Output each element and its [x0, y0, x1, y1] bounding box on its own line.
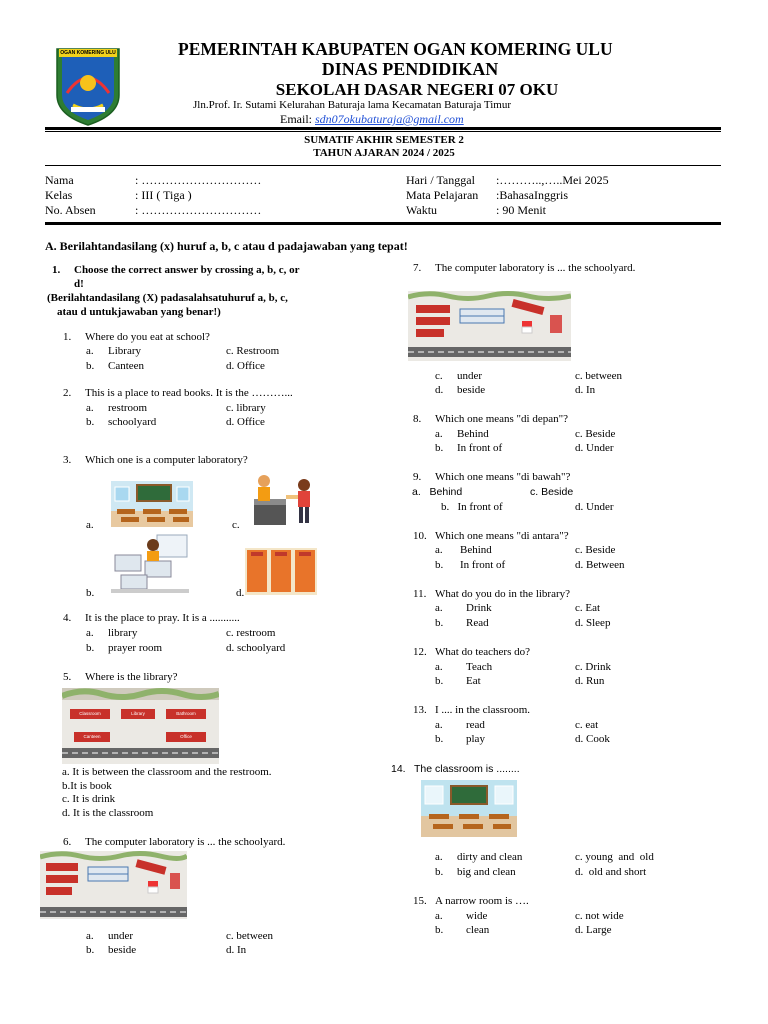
- q8-option-d[interactable]: d. Under: [575, 442, 614, 454]
- q7-option-d[interactable]: d. In: [575, 384, 596, 396]
- q6-text: The computer laboratory is ... the schoolyard.: [85, 836, 286, 848]
- q15-option-c[interactable]: c. not wide: [575, 910, 624, 922]
- q9-option-b[interactable]: b. In front of: [441, 501, 503, 513]
- option-letter: b.: [435, 675, 444, 687]
- q9-option-d[interactable]: d. Under: [575, 501, 614, 513]
- q7-option-b[interactable]: [435, 384, 486, 396]
- option-letter: b.: [86, 642, 95, 654]
- q13-num: 13.: [413, 704, 427, 716]
- instruction-block: [47, 263, 377, 319]
- q11-num: 11.: [413, 588, 427, 600]
- q15-option-d[interactable]: d. Large: [575, 924, 612, 936]
- question-6: [63, 836, 286, 848]
- q2-option-a[interactable]: [86, 402, 148, 414]
- q6-option-d[interactable]: d. In: [226, 944, 247, 956]
- q6-option-b[interactable]: [86, 944, 137, 956]
- q1-num: 1.: [63, 331, 72, 343]
- option-letter: b.: [435, 924, 444, 936]
- q13-option-c[interactable]: c. eat: [575, 719, 599, 731]
- school-map-1: [62, 688, 219, 764]
- option-letter: a.: [435, 661, 443, 673]
- option-letter: b.: [435, 866, 444, 878]
- q3-option-c[interactable]: c.: [232, 519, 240, 531]
- q1-b-text: Canteen: [108, 360, 145, 372]
- q2-text: This is a place to read books. It is the ………...: [85, 387, 293, 399]
- absen-label: No. Absen: [45, 203, 96, 217]
- option-letter: a.: [435, 910, 443, 922]
- q14-option-a[interactable]: [435, 851, 523, 863]
- q10-option-a[interactable]: [435, 544, 492, 556]
- instruction-num: 1.: [52, 264, 61, 276]
- q12-option-d[interactable]: d. Run: [575, 675, 605, 687]
- q2-b-text: schoolyard: [108, 416, 157, 428]
- department-title: DINAS PENDIDIKAN: [321, 59, 499, 79]
- question-1: [63, 331, 210, 343]
- q13-option-a[interactable]: [435, 719, 485, 731]
- q10-b-text: In front of: [460, 559, 506, 571]
- q4-option-c[interactable]: c. restroom: [226, 627, 276, 639]
- option-letter: b.: [435, 617, 444, 629]
- q8-b-text: In front of: [457, 442, 503, 454]
- option-letter: a.: [435, 851, 443, 863]
- q14-a-text: dirty and clean: [457, 851, 523, 863]
- question-5: [63, 671, 178, 683]
- classroom-picture-2: [421, 780, 517, 837]
- q11-option-d[interactable]: d. Sleep: [575, 617, 611, 629]
- q14-option-c[interactable]: c. young and old: [575, 851, 654, 863]
- question-7: [413, 262, 636, 274]
- q8-text: Which one means "di depan"?: [435, 413, 568, 425]
- q9-num: 9.: [413, 471, 422, 483]
- map1-label-classroom: Classroom: [79, 711, 101, 716]
- map1-label-office: Office: [180, 734, 192, 739]
- instruction-en-1: Choose the correct answer by crossing a, b, c, or: [74, 264, 300, 276]
- q8-option-b[interactable]: [435, 442, 503, 454]
- option-letter: b.: [86, 360, 95, 372]
- time-value: : 90 Menit: [496, 203, 546, 217]
- q9-option-a[interactable]: a. Behind: [412, 486, 463, 498]
- option-letter: c.: [435, 370, 443, 382]
- school-map-2: [40, 851, 187, 919]
- q15-num: 15.: [413, 895, 427, 907]
- question-3: [63, 454, 248, 466]
- q14-option-d[interactable]: d. old and short: [575, 866, 647, 878]
- q6-option-c[interactable]: c. between: [226, 930, 274, 942]
- q5-option-d[interactable]: d. It is the classroom: [62, 807, 154, 819]
- q6-a-text: under: [108, 930, 134, 942]
- name-field[interactable]: : …………………………: [135, 173, 262, 187]
- identity-right: [406, 173, 726, 218]
- q12-b-text: Eat: [466, 675, 481, 687]
- date-field[interactable]: :………..,…..Mei 2025: [496, 173, 609, 187]
- q13-text: I .... in the classroom.: [435, 704, 531, 716]
- option-letter: a.: [86, 402, 94, 414]
- question-8: [413, 413, 568, 425]
- subject-label: Mata Pelajaran: [406, 188, 479, 202]
- q7-option-c[interactable]: c. between: [575, 370, 623, 382]
- q1-option-b[interactable]: [86, 360, 145, 372]
- q15-b-text: clean: [466, 924, 490, 936]
- q15-text: A narrow room is ….: [435, 895, 529, 907]
- option-letter: a.: [435, 719, 443, 731]
- q8-option-a[interactable]: [435, 428, 489, 440]
- map1-label-bathroom: Bathroom: [176, 711, 196, 716]
- instruction-id-2: atau d untukjawaban yang benar!): [57, 306, 221, 318]
- map1-label-library: Library: [131, 711, 145, 716]
- option-letter: a.: [435, 544, 443, 556]
- time-label: Waktu: [406, 203, 438, 217]
- q10-text: Which one means "di antara"?: [435, 530, 569, 542]
- q11-option-b[interactable]: [435, 617, 489, 629]
- option-letter: a.: [435, 428, 443, 440]
- option-letter: b.: [86, 416, 95, 428]
- restroom-picture[interactable]: [245, 548, 317, 595]
- q1-option-c[interactable]: c. Restroom: [226, 345, 280, 357]
- option-letter: b.: [435, 559, 444, 571]
- q5-num: 5.: [63, 671, 72, 683]
- class-value: : III ( Tiga ): [135, 188, 192, 202]
- question-14: [391, 763, 520, 775]
- question-4: [63, 612, 240, 624]
- q4-option-a[interactable]: [86, 627, 138, 639]
- q15-option-a[interactable]: [435, 910, 488, 922]
- option-letter: a.: [86, 930, 94, 942]
- q14-text: The classroom is ........: [414, 763, 520, 775]
- q10-option-c[interactable]: c. Beside: [575, 544, 616, 556]
- q14-num: 14.: [391, 763, 406, 775]
- q3-option-a[interactable]: a.: [86, 519, 94, 531]
- q6-option-a[interactable]: [86, 930, 134, 942]
- computer-lab-picture[interactable]: [111, 533, 189, 593]
- q8-a-text: Behind: [457, 428, 489, 440]
- q5-option-b[interactable]: b.It is book: [62, 780, 112, 792]
- email-label: Email:: [280, 112, 315, 126]
- q1-text: Where do you eat at school?: [85, 331, 210, 343]
- q1-option-d[interactable]: d. Office: [226, 360, 265, 372]
- q7-a-text: under: [457, 370, 483, 382]
- q3-option-d[interactable]: d.: [236, 587, 245, 599]
- q13-option-d[interactable]: d. Cook: [575, 733, 610, 745]
- q11-option-c[interactable]: c. Eat: [575, 602, 601, 614]
- q2-option-b[interactable]: [86, 416, 157, 428]
- q11-option-a[interactable]: [435, 602, 492, 614]
- q4-a-text: library: [108, 627, 138, 639]
- date-label: Hari / Tanggal: [406, 173, 475, 187]
- identity-rule-bottom: [45, 222, 721, 225]
- school-email-line: [280, 112, 464, 127]
- q4-text: It is the place to pray. It is a ...........: [85, 612, 240, 624]
- school-map-3: [408, 291, 571, 361]
- school-address: Jln.Prof. Ir. Sutami Kelurahan Baturaja lama Kecamatan Baturaja Timur: [193, 99, 512, 111]
- q2-num: 2.: [63, 387, 72, 399]
- q4-option-d[interactable]: d. schoolyard: [226, 642, 286, 654]
- canteen-picture[interactable]: [246, 473, 320, 528]
- q4-b-text: prayer room: [108, 642, 163, 654]
- q6-b-text: beside: [108, 944, 137, 956]
- absen-field[interactable]: : …………………………: [135, 203, 262, 217]
- q11-text: What do you do in the library?: [435, 588, 571, 600]
- map1-label-canteen: Canteen: [83, 734, 101, 739]
- q12-option-b[interactable]: [435, 675, 481, 687]
- q3-num: 3.: [63, 454, 72, 466]
- q10-num: 10.: [413, 530, 427, 542]
- subject-value: :BahasaInggris: [496, 188, 568, 202]
- question-12: [413, 646, 530, 658]
- school-title: SEKOLAH DASAR NEGERI 07 OKU: [275, 80, 559, 99]
- option-letter: b.: [86, 944, 95, 956]
- q11-a-text: Drink: [466, 602, 492, 614]
- option-letter: d.: [435, 384, 444, 396]
- header-rule-thick: [45, 127, 721, 130]
- email-link[interactable]: sdn07okubaturaja@gmail.com: [315, 112, 464, 126]
- question-13: [413, 704, 531, 716]
- q4-option-b[interactable]: [86, 642, 163, 654]
- identity-rule-top: [45, 165, 721, 166]
- class-label: Kelas: [45, 188, 73, 202]
- q1-option-a[interactable]: [86, 345, 141, 357]
- name-label: Nama: [45, 173, 74, 187]
- q12-a-text: Teach: [466, 661, 493, 673]
- q3-text: Which one is a computer laboratory?: [85, 454, 248, 466]
- q10-a-text: Behind: [460, 544, 492, 556]
- q4-num: 4.: [63, 612, 72, 624]
- q8-num: 8.: [413, 413, 422, 425]
- question-10: [413, 530, 569, 542]
- q12-option-c[interactable]: c. Drink: [575, 661, 612, 673]
- logo-text: OGAN KOMERING ULU: [60, 50, 116, 56]
- q12-option-a[interactable]: [435, 661, 493, 673]
- q7-option-a[interactable]: [435, 370, 483, 382]
- header-rule-thin: [45, 131, 721, 132]
- q2-option-c[interactable]: c. library: [226, 402, 266, 414]
- q12-text: What do teachers do?: [435, 646, 530, 658]
- q5-option-a[interactable]: a. It is between the classroom and the restroom.: [62, 766, 272, 778]
- question-2: [63, 387, 293, 399]
- instruction-id-1: (Berilahtandasilang (X) padasalahsatuhuruf a, b, c,: [47, 292, 288, 304]
- question-11: [413, 588, 571, 600]
- q15-option-b[interactable]: [435, 924, 490, 936]
- question-9: [413, 471, 571, 483]
- q12-num: 12.: [413, 646, 427, 658]
- question-15: [413, 895, 529, 907]
- identity-left: [45, 173, 262, 218]
- q7-text: The computer laboratory is ... the schoolyard.: [435, 262, 636, 274]
- q5-text: Where is the library?: [85, 671, 178, 683]
- q9-option-c[interactable]: c. Beside: [530, 486, 574, 498]
- q14-b-text: big and clean: [457, 866, 516, 878]
- q7-num: 7.: [413, 262, 422, 274]
- q15-a-text: wide: [466, 910, 488, 922]
- q7-b-text: beside: [457, 384, 486, 396]
- section-a-instruction: A. Berilahtandasilang (x) huruf a, b, c atau d padajawaban yang tepat!: [45, 239, 408, 253]
- q13-b-text: play: [466, 733, 485, 745]
- q9-text: Which one means "di bawah"?: [435, 471, 571, 483]
- q6-num: 6.: [63, 836, 72, 848]
- classroom-picture[interactable]: [111, 481, 193, 527]
- q14-option-b[interactable]: [435, 866, 516, 878]
- q1-a-text: Library: [108, 345, 141, 357]
- q13-option-b[interactable]: [435, 733, 485, 745]
- q2-option-d[interactable]: d. Office: [226, 416, 265, 428]
- q5-option-c[interactable]: c. It is drink: [62, 793, 116, 805]
- q2-a-text: restroom: [108, 402, 148, 414]
- exam-title: SUMATIF AKHIR SEMESTER 2: [304, 134, 464, 146]
- q13-a-text: read: [466, 719, 485, 731]
- q10-option-d[interactable]: d. Between: [575, 559, 625, 571]
- instruction-en-2: d!: [74, 278, 84, 290]
- exam-year: TAHUN AJARAN 2024 / 2025: [313, 147, 455, 159]
- q8-option-c[interactable]: c. Beside: [575, 428, 616, 440]
- option-letter: b.: [435, 442, 444, 454]
- option-letter: a.: [86, 345, 94, 357]
- gov-title: PEMERINTAH KABUPATEN OGAN KOMERING ULU: [178, 39, 613, 59]
- q10-option-b[interactable]: [435, 559, 506, 571]
- option-letter: a.: [435, 602, 443, 614]
- q11-b-text: Read: [466, 617, 489, 629]
- q3-option-b[interactable]: b.: [86, 587, 95, 599]
- option-letter: b.: [435, 733, 444, 745]
- option-letter: a.: [86, 627, 94, 639]
